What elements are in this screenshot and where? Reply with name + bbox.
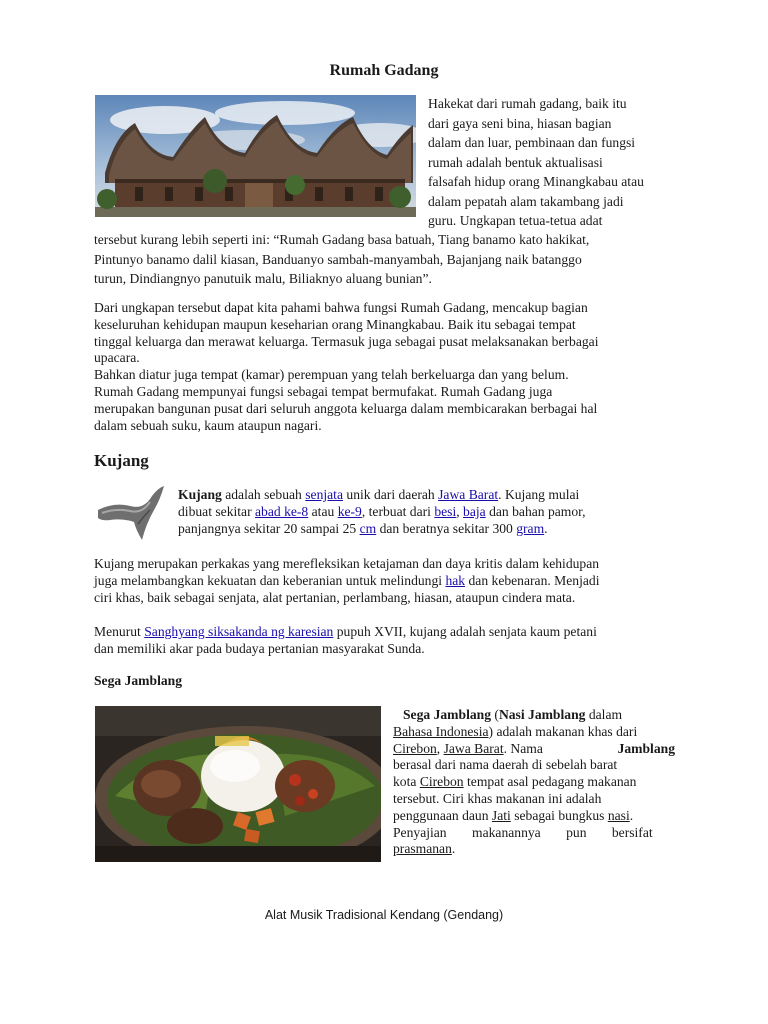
text-line: Bahkan diatur juga tempat (kamar) perempuan yang telah berkeluarga dan yang belum. xyxy=(94,367,569,383)
link-baja[interactable]: baja xyxy=(463,503,486,519)
link-jati[interactable]: Jati xyxy=(491,807,511,823)
text-line: Rumah Gadang mempunyai fungsi sebagai tempat bermufakat. Rumah Gadang juga xyxy=(94,383,553,399)
text-line: dalam pepatah alam takambang jadi xyxy=(428,193,624,209)
text-line: dalam sebuah suku, kaum ataupun nagari. xyxy=(94,417,322,433)
text-line: merupakan bangunan pusat dari seluruh anggota keluarga dalam membicarakan berbagai hal xyxy=(94,400,598,416)
link-bahasa-indonesia[interactable]: Bahasa Indonesia xyxy=(393,723,489,739)
link-hak[interactable]: hak xyxy=(445,572,466,588)
text-line: dari gaya seni bina, hiasan bagian xyxy=(428,115,612,131)
text-line: dalam dan luar, pembinaan dan fungsi xyxy=(428,135,636,150)
link-besi[interactable]: besi xyxy=(434,503,457,519)
text-line: Pintunyo banamo dalil kiasan, Banduanyo sambah-manyambah, Bajanjang naik batanggo xyxy=(94,251,582,267)
sega-bold-name: Sega Jamblang xyxy=(403,707,491,722)
text-line: tinggal keluarga dan merawat keluarga. Termasuk juga sebagai pusat melaksanakan berbagai xyxy=(94,333,599,349)
rumah-gadang-photo xyxy=(95,95,416,217)
kujang-intro-text: Kujang adalah sebuah senjata unik dari daerah Jawa Barat. Kujang mulai dibuat sekitar abad ke-8 atau ke-9, terbuat dari besi, baja dan bahan pamor, panjangnya sekitar 20 sampai 25 cm dan beratnya sekitar 300 gram. xyxy=(178,487,586,536)
link-abad-ke-8[interactable]: abad ke-8 xyxy=(255,503,309,519)
kujang-bold-name: Kujang xyxy=(178,487,222,502)
link-cirebon-2[interactable]: Cirebon xyxy=(419,774,464,790)
text-line: upacara. xyxy=(94,350,140,366)
link-nasi[interactable]: nasi xyxy=(607,807,630,823)
section-title-rumah-gadang: Rumah Gadang xyxy=(329,62,439,79)
text-line: falsafah hidup orang Minangkabau atau xyxy=(428,174,644,189)
jamblang-bold: Jamblang xyxy=(617,740,675,756)
nasi-jamblang-bold: Nasi Jamblang xyxy=(498,707,586,722)
kujang-paragraph-3: Menurut Sanghyang siksakanda ng karesian pupuh XVII, kujang adalah senjata kaum petani dan memiliki akar pada budaya pertanian masyarakat Sunda. xyxy=(94,624,694,658)
text-line: Dari ungkapan tersebut dapat kita pahami bahwa fungsi Rumah Gadang, mencakup bagian xyxy=(94,300,588,315)
text-line: Kujang merupakan perkakas yang merefleksikan ketajaman dan daya kritis dalam kehidupan xyxy=(94,556,600,571)
kujang-image xyxy=(94,480,166,548)
link-jawa-barat[interactable]: Jawa Barat xyxy=(438,487,499,502)
link-ke-9[interactable]: ke-9 xyxy=(337,503,362,519)
rumah-intro-continuation xyxy=(94,230,694,289)
sega-jamblang-text: Sega Jamblang (Nasi Jamblang dalam Bahasa Indonesia) adalah makanan khas dari Cirebon, Jawa Barat. Nama Jamblang berasal dari nama daerah di sebelah barat kota Cirebon tempat asal pedagang makanan tersebut. Ciri khas makanan ini adalah penggunaan daun Jati sebagai bungkus nasi. Penyajian makanannya pun bersifat prasmanan. xyxy=(393,707,675,857)
text-line: rumah adalah bentuk aktualisasi xyxy=(428,154,603,170)
kujang-paragraph-2: Kujang merupakan perkakas yang merefleksikan ketajaman dan daya kritis dalam kehidupan juga melambangkan kekuatan dan keberanian untuk melindungi hak dan kebenaran. Menjadi ciri khas, baik sebagai senjata, alat pertanian, perlambang, hiasan, ataupun cindera mata. xyxy=(94,556,694,606)
text-line: keseluruhan kehidupan maupun keseharian orang Minangkabau. Baik itu sebagai tempat xyxy=(94,316,576,332)
section-heading-kujang: Kujang xyxy=(94,451,149,470)
link-cm[interactable]: cm xyxy=(359,520,377,536)
section-heading-sega-jamblang: Sega Jamblang xyxy=(94,673,182,688)
text-line: Penyajian makanannya pun bersifat xyxy=(393,824,653,840)
text-line: berasal dari nama daerah di sebelah barat xyxy=(393,757,618,773)
text-line: guru. Ungkapan tetua-tetua adat xyxy=(428,213,603,228)
link-senjata[interactable]: senjata xyxy=(305,487,343,502)
rumah-intro-side-text xyxy=(428,94,688,231)
sega-jamblang-photo xyxy=(95,706,381,862)
text-line: turun, Dindiangnyo panutuik malu, Biliaknyo aluang bunian”. xyxy=(94,271,432,286)
text-line: dan memiliki akar pada budaya pertanian masyarakat Sunda. xyxy=(94,640,425,656)
link-gram[interactable]: gram xyxy=(516,520,545,536)
caption-kendang: Alat Musik Tradisional Kendang (Gendang) xyxy=(264,908,504,922)
link-jawa-barat-2[interactable]: Jawa Barat xyxy=(443,740,504,756)
text-line: ciri khas, baik sebagai senjata, alat pertanian, perlambang, hiasan, ataupun cindera mata. xyxy=(94,589,576,605)
text-line: tersebut kurang lebih seperti ini: “Rumah Gadang basa batuah, Tiang banamo kato hakikat, xyxy=(94,232,590,247)
text-line: Hakekat dari rumah gadang, baik itu xyxy=(428,96,627,111)
link-sanghyang-siksakanda[interactable]: Sanghyang siksakanda ng karesian xyxy=(144,624,334,639)
text-line: tersebut. Ciri khas makanan ini adalah xyxy=(393,790,602,806)
link-prasmanan[interactable]: prasmanan xyxy=(393,841,452,857)
rumah-paragraph-2 xyxy=(94,300,694,434)
link-cirebon[interactable]: Cirebon xyxy=(393,740,437,756)
